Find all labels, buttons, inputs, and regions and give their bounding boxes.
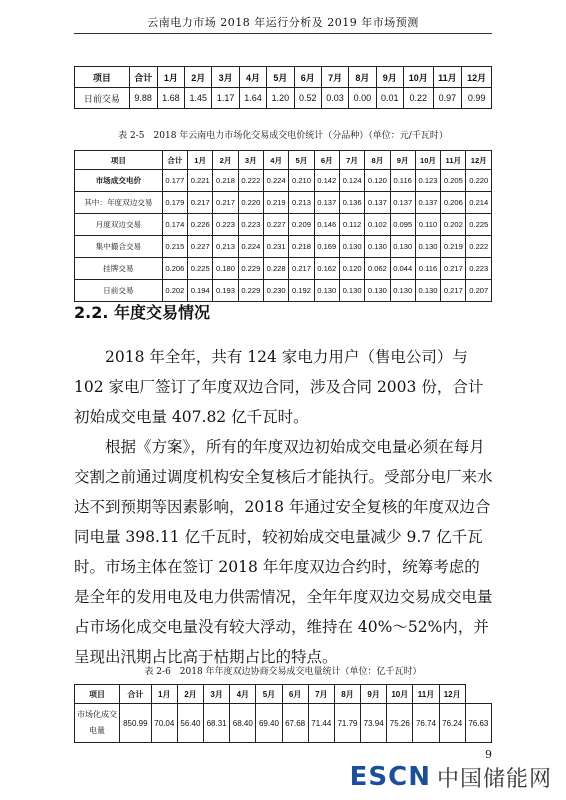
watermark: [350, 760, 552, 794]
table-cell: 0.130: [415, 280, 440, 302]
table-cell: 0.223: [466, 258, 492, 280]
table-cell: 0.130: [314, 280, 339, 302]
table-cell: 0.214: [466, 192, 492, 214]
table-cell: 0.215: [162, 236, 187, 258]
table-cell: 0.174: [162, 214, 187, 236]
table-cell: 0.192: [289, 280, 314, 302]
table-day-ahead-volume: [74, 66, 492, 109]
table-cell: 0.222: [238, 170, 263, 192]
row-label: 集中撮合交易: [75, 236, 163, 258]
table-cell: 0.228: [263, 258, 288, 280]
page-number: 9: [485, 748, 492, 761]
table-cell: 0.130: [365, 280, 390, 302]
table-cell: 0.095: [390, 214, 415, 236]
header-rule: [74, 33, 492, 34]
table-cell: 76.74: [413, 704, 439, 743]
column-header: 9月: [361, 685, 387, 704]
column-header: 11月: [441, 151, 466, 170]
table-2-5-price: [74, 150, 492, 302]
table-header-row: [75, 685, 492, 704]
table-cell: 75.26: [387, 704, 413, 743]
table-2-6-volume: [74, 684, 492, 743]
table-cell: 0.130: [415, 236, 440, 258]
table-cell: 0.229: [238, 258, 263, 280]
table-cell: 0.219: [441, 236, 466, 258]
table-cell: 0.217: [213, 192, 238, 214]
table-cell: 0.213: [213, 236, 238, 258]
column-header: 1月: [151, 685, 177, 704]
table-cell: 0.137: [365, 192, 390, 214]
table-cell: 70.04: [151, 704, 177, 743]
table-cell: 0.130: [390, 236, 415, 258]
column-header: 3月: [204, 685, 230, 704]
table-cell: 0.177: [162, 170, 187, 192]
table-cell: 71.79: [334, 704, 360, 743]
table-cell: 0.220: [238, 192, 263, 214]
table-row: [75, 280, 492, 302]
table-cell: 0.130: [339, 236, 364, 258]
table-cell: 0.130: [365, 236, 390, 258]
table-cell: 0.137: [314, 192, 339, 214]
table-cell: 0.162: [314, 258, 339, 280]
column-header: 6月: [314, 151, 339, 170]
column-header: 7月: [339, 151, 364, 170]
table-cell: 0.223: [213, 214, 238, 236]
table-row: [75, 88, 492, 109]
column-header: 10月: [415, 151, 440, 170]
column-header: 9月: [376, 67, 403, 88]
paragraph-2: 根据《方案》，所有的年度双边初始成交电量必须在每月交割之前通过调度机构安全复核后才能执行。受部分电厂来水达不到预期等因素影响，2018 年通过安全复核的年度双边合同电量 398.11 亿千瓦时，较初始成交电量减少 9.7 亿千瓦时。市场主体在签订 2018 年年度双边合约时，统筹考虑的是全年的发用电及电力供需情况，全年年度双边交易成交电量占市场化成交电量没有较大浮动，维持在 40%～52%内，并呈现出汛期占比高于枯期占比的特点。: [74, 438, 493, 666]
column-header: 5月: [267, 67, 294, 88]
table-cell: 0.220: [466, 170, 492, 192]
table-cell: 850.99: [120, 704, 152, 743]
table-cell: 0.22: [403, 88, 433, 109]
table-2-6-caption: 表 2-6 2018 年年度双边协商交易成交电量统计（单位：亿千瓦时）: [144, 667, 422, 677]
row-label: 日前交易: [75, 280, 163, 302]
table-cell: 0.224: [238, 236, 263, 258]
table-cell: 0.231: [263, 236, 288, 258]
table-header-row: [75, 67, 492, 88]
column-header: 项目: [75, 67, 130, 88]
column-header: 6月: [282, 685, 308, 704]
table-cell: 0.193: [213, 280, 238, 302]
table-cell: 0.01: [376, 88, 403, 109]
column-header: 3月: [238, 151, 263, 170]
table-cell: 0.225: [466, 214, 492, 236]
column-header: 1月: [188, 151, 213, 170]
column-header: 4月: [239, 67, 266, 88]
table-cell: 0.202: [162, 280, 187, 302]
table-cell: 0.130: [390, 280, 415, 302]
column-header: 11月: [433, 67, 462, 88]
table-header-row: [75, 151, 492, 170]
column-header: 4月: [230, 685, 256, 704]
table-cell: 1.68: [157, 88, 184, 109]
table-row: [75, 236, 492, 258]
column-header: 6月: [294, 67, 321, 88]
table-cell: 71.44: [308, 704, 334, 743]
column-header: 项目: [75, 151, 163, 170]
table-cell: 0.52: [294, 88, 321, 109]
column-header: 5月: [289, 151, 314, 170]
table-cell: 0.217: [441, 280, 466, 302]
table-cell: 0.112: [339, 214, 364, 236]
table-cell: 0.97: [433, 88, 462, 109]
table-row: [75, 192, 492, 214]
table-cell: 76.63: [465, 704, 491, 743]
table-cell: 0.044: [390, 258, 415, 280]
column-header: 2月: [185, 67, 212, 88]
row-label: 日前交易: [75, 88, 130, 109]
row-label: 其中：年度双边交易: [75, 192, 163, 214]
table-cell: 56.40: [177, 704, 203, 743]
table-row: [75, 170, 492, 192]
table-cell: 0.146: [314, 214, 339, 236]
table-cell: 69.40: [256, 704, 282, 743]
table-cell: 0.110: [415, 214, 440, 236]
table-cell: 0.218: [213, 170, 238, 192]
table-cell: 76.24: [439, 704, 465, 743]
table-cell: 0.142: [314, 170, 339, 192]
column-header: 5月: [256, 685, 282, 704]
table-cell: 0.218: [289, 236, 314, 258]
column-header: 4月: [263, 151, 288, 170]
row-label: 市场化成交电量: [75, 704, 120, 743]
table-cell: 0.130: [339, 280, 364, 302]
table-cell: 0.230: [263, 280, 288, 302]
column-header: 8月: [349, 67, 376, 88]
table-cell: 0.124: [339, 170, 364, 192]
table-cell: 1.20: [267, 88, 294, 109]
table-cell: 0.209: [289, 214, 314, 236]
column-header: 12月: [439, 685, 465, 704]
column-header: 项目: [75, 685, 120, 704]
table-cell: 0.102: [365, 214, 390, 236]
table-cell: 0.03: [321, 88, 348, 109]
column-header: 12月: [466, 151, 492, 170]
section-title: 2.2. 年度交易情况: [74, 303, 210, 322]
row-label: 月度双边交易: [75, 214, 163, 236]
table-cell: 0.221: [188, 170, 213, 192]
column-header: 3月: [212, 67, 239, 88]
column-header: 合计: [120, 685, 152, 704]
table-cell: 9.88: [129, 88, 157, 109]
column-header: 7月: [308, 685, 334, 704]
table-cell: 0.137: [390, 192, 415, 214]
table-row: [75, 258, 492, 280]
column-header: 2月: [177, 685, 203, 704]
page-header: 云南电力市场 2018 年运行分析及 2019 年市场预测: [147, 16, 419, 29]
paragraph-1: 2018 年全年，共有 124 家电力用户（售电公司）与 102 家电厂签订了年度双边合同，涉及合同 2003 份，合计初始成交电量 407.82 亿千瓦时。: [74, 348, 484, 426]
column-header: 7月: [321, 67, 348, 88]
table-cell: 0.205: [441, 170, 466, 192]
table-cell: 0.00: [349, 88, 376, 109]
watermark-logo: ESCN: [349, 762, 431, 792]
watermark-text: 中国储能网: [436, 766, 552, 792]
table-cell: 0.179: [162, 192, 187, 214]
table-cell: 68.40: [230, 704, 256, 743]
column-header: 10月: [403, 67, 433, 88]
table-cell: 0.210: [289, 170, 314, 192]
table-cell: 0.217: [188, 192, 213, 214]
table-cell: 0.223: [238, 214, 263, 236]
table-cell: 0.062: [365, 258, 390, 280]
table-cell: 0.180: [213, 258, 238, 280]
table-cell: 1.45: [185, 88, 212, 109]
table-cell: 0.120: [365, 170, 390, 192]
table-cell: 0.207: [466, 280, 492, 302]
column-header: 11月: [413, 685, 439, 704]
table-cell: 0.137: [415, 192, 440, 214]
table-cell: 0.217: [289, 258, 314, 280]
table-cell: 0.217: [441, 258, 466, 280]
column-header: 12月: [462, 67, 492, 88]
table-cell: 0.224: [263, 170, 288, 192]
table-cell: 73.94: [361, 704, 387, 743]
table-cell: 0.123: [415, 170, 440, 192]
column-header: 9月: [390, 151, 415, 170]
table-row: [75, 214, 492, 236]
table-cell: 0.219: [263, 192, 288, 214]
column-header: 2月: [213, 151, 238, 170]
row-label: 挂牌交易: [75, 258, 163, 280]
table-cell: 1.64: [239, 88, 266, 109]
table-cell: 0.136: [339, 192, 364, 214]
table-cell: 0.227: [263, 214, 288, 236]
table-cell: 0.169: [314, 236, 339, 258]
table-cell: 68.31: [204, 704, 230, 743]
table-cell: 0.213: [289, 192, 314, 214]
table-cell: 0.226: [188, 214, 213, 236]
table-cell: 0.202: [441, 214, 466, 236]
column-header: 合计: [162, 151, 187, 170]
table-cell: 0.227: [188, 236, 213, 258]
column-header: 8月: [334, 685, 360, 704]
table-cell: 0.116: [415, 258, 440, 280]
table-cell: 0.116: [390, 170, 415, 192]
table-cell: 0.222: [466, 236, 492, 258]
table-cell: 0.99: [462, 88, 492, 109]
table-cell: 1.17: [212, 88, 239, 109]
table-cell: 0.206: [441, 192, 466, 214]
table-cell: 0.229: [238, 280, 263, 302]
row-label: 市场成交电价: [75, 170, 163, 192]
table-row: [75, 704, 492, 743]
table-cell: 0.120: [339, 258, 364, 280]
column-header: 10月: [387, 685, 413, 704]
column-header: 1月: [157, 67, 184, 88]
table-cell: 67.68: [282, 704, 308, 743]
table-2-5-caption: 表 2-5 2018 年云南电力市场化交易成交电价统计（分品种）（单位：元/千瓦时）: [118, 131, 448, 141]
table-cell: 0.194: [188, 280, 213, 302]
table-cell: 0.206: [162, 258, 187, 280]
column-header: 8月: [365, 151, 390, 170]
column-header: 合计: [129, 67, 157, 88]
table-cell: 0.225: [188, 258, 213, 280]
